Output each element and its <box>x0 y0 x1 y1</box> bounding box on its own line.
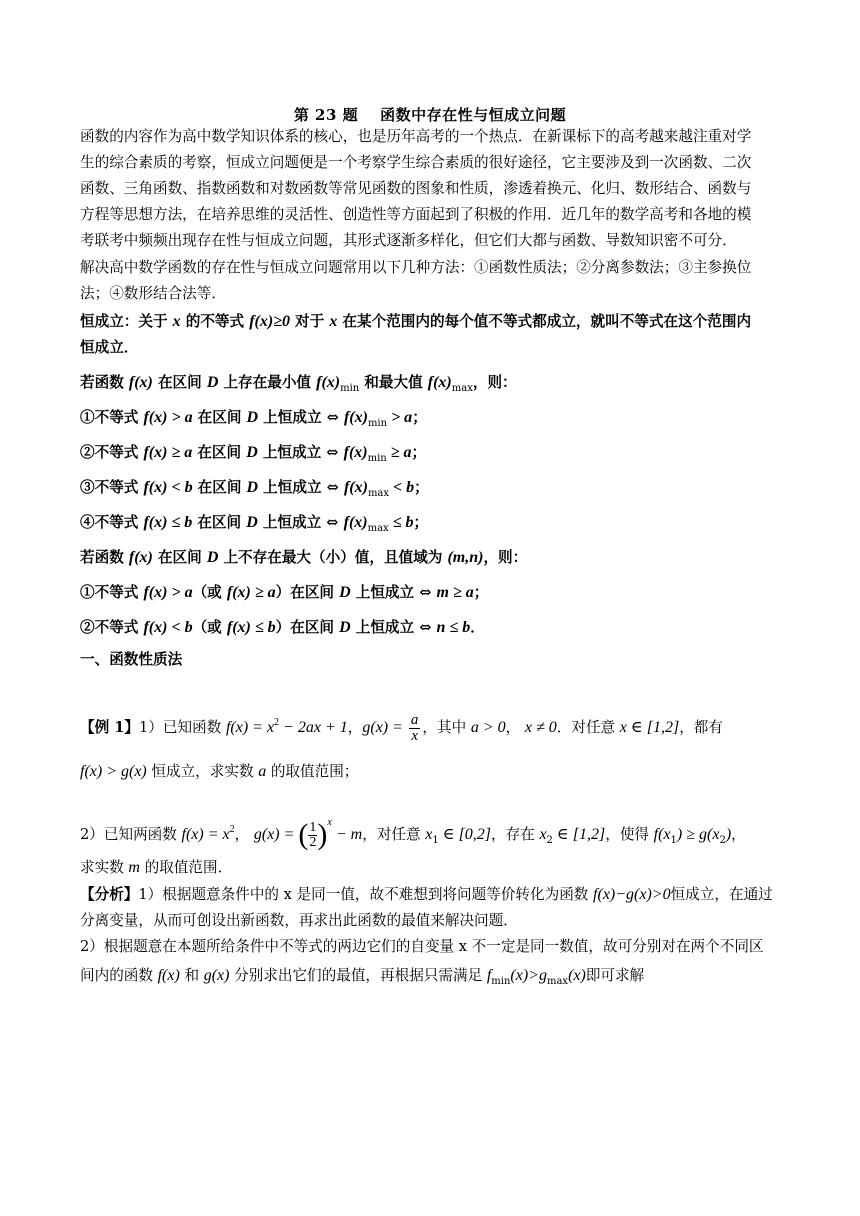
intro-line-7: 法；④数形结合法等． <box>80 285 226 302</box>
example-1-q2-line-2: 求实数 m 的取值范围． <box>80 859 233 876</box>
analysis-line-1: 【分析】1）根据题意条件中的 x 是同一值，故不难想到将问题等价转化为函数 f(x)−g(x)>0恒成立，在通过 <box>80 886 773 903</box>
condition-1: 若函数 f(x) 在区间 D 上存在最小值 $f(x)_{min}$ 和最大值 $f(x)_{max}$，则： <box>80 374 517 394</box>
section-heading: 一、函数性质法 <box>80 651 183 668</box>
rule-1-3: ③不等式 f(x) < b 在区间 D 上恒成立 ⇔ $f(x)_{max} < b$； <box>80 479 429 499</box>
title-text: 函数中存在性与恒成立问题 <box>380 106 567 124</box>
analysis-line-4: 间内的函数 f(x) 和 g(x) 分别求出它们的最值，再根据只需满足 $f_{min}(x)>g_{max}(x)$即可求解 <box>80 967 645 987</box>
fraction-one-half: $\frac{1}{2}$ <box>309 819 317 850</box>
condition-2: 若函数 f(x) 在区间 D 上不存在最大（小）值，且值域为 (m,n)，则： <box>80 549 528 566</box>
rule-2-1: ①不等式 f(x) > a（或 f(x) ≥ a）在区间 D 上恒成立 ⇔ m ≥ a； <box>80 584 489 601</box>
intro-line-5: 考联考中频频出现存在性与恒成立问题，其形式逐渐多样化，但它们大都与函数、导数知识密不可分． <box>80 232 737 249</box>
intro-line-1: 函数的内容作为高中数学知识体系的核心，也是历年高考的一个热点．在新课标下的高考越来越注重对学 <box>80 128 752 145</box>
analysis-line-3: 2）根据题意在本题所给条件中不等式的两边它们的自变量 x 不一定是同一数值，故可分别对在两个不同区 <box>80 938 764 955</box>
analysis-line-2: 分离变量，从而可创设出新函数，再求出此函数的最值来解决问题． <box>80 912 518 929</box>
page-title <box>0 104 860 125</box>
title-number: 第 23 题 <box>293 106 359 124</box>
rule-1-2: ②不等式 f(x) ≥ a 在区间 D 上恒成立 ⇔ $f(x)_{min} \ge a$； <box>80 444 427 464</box>
intro-line-2: 生的综合素质的考察，恒成立问题便是一个考察学生综合素质的很好途径，它主要涉及到一次函数、二次 <box>80 154 752 171</box>
intro-line-4: 方程等思想方法，在培养思维的灵活性、创造性等方面起到了积极的作用．近几年的数学高考和各地的模 <box>80 206 752 223</box>
intro-line-3: 函数、三角函数、指数函数和对数函数等常见函数的图象和性质，渗透着换元、化归、数形结合、函数与 <box>80 180 752 197</box>
rule-1-4: ④不等式 f(x) ≤ b 在区间 D 上恒成立 ⇔ $f(x)_{max} \le b$； <box>80 514 429 534</box>
rule-1-1: ①不等式 f(x) > a 在区间 D 上恒成立 ⇔ $f(x)_{min} > a$； <box>80 409 427 429</box>
example-1-q1-line-1: 【例 1】1）已知函数 $f(x) = x^2 - 2ax + 1$，g(x) = $\frac{a}{x}$ ，其中 a > 0， x ≠ 0．对任意 x ∈ [1,2]，都有 <box>80 711 723 744</box>
example-1-q2-line-1: 2）已知两函数 $f(x) = x^2$， g(x) = ( $\frac{1}{2}$ )$^x$ − m，对任意 $x_1$ ∈ [0,2]，存在 $x_2$ ∈ [1,2]，使得 $f(x_1) \ge g(x_2)$， <box>80 817 746 851</box>
rule-2-2: ②不等式 f(x) < b（或 f(x) ≤ b）在区间 D 上恒成立 ⇔ n ≤ b． <box>80 619 485 636</box>
definition-line-1: 恒成立：关于 x 的不等式 f(x)≥0 对于 x 在某个范围内的每个值不等式都成立，就叫不等式在这个范围内 <box>80 313 752 330</box>
fraction-a-over-x: $\frac{a}{x}$ <box>410 711 419 744</box>
definition-line-2: 恒成立． <box>80 339 139 356</box>
example-1-q1-line-2: f(x) > g(x) 恒成立，求实数 a 的取值范围； <box>80 763 359 780</box>
intro-line-6: 解决高中数学函数的存在性与恒成立问题常用以下几种方法：①函数性质法；②分离参数法；③主参换位 <box>80 259 752 276</box>
